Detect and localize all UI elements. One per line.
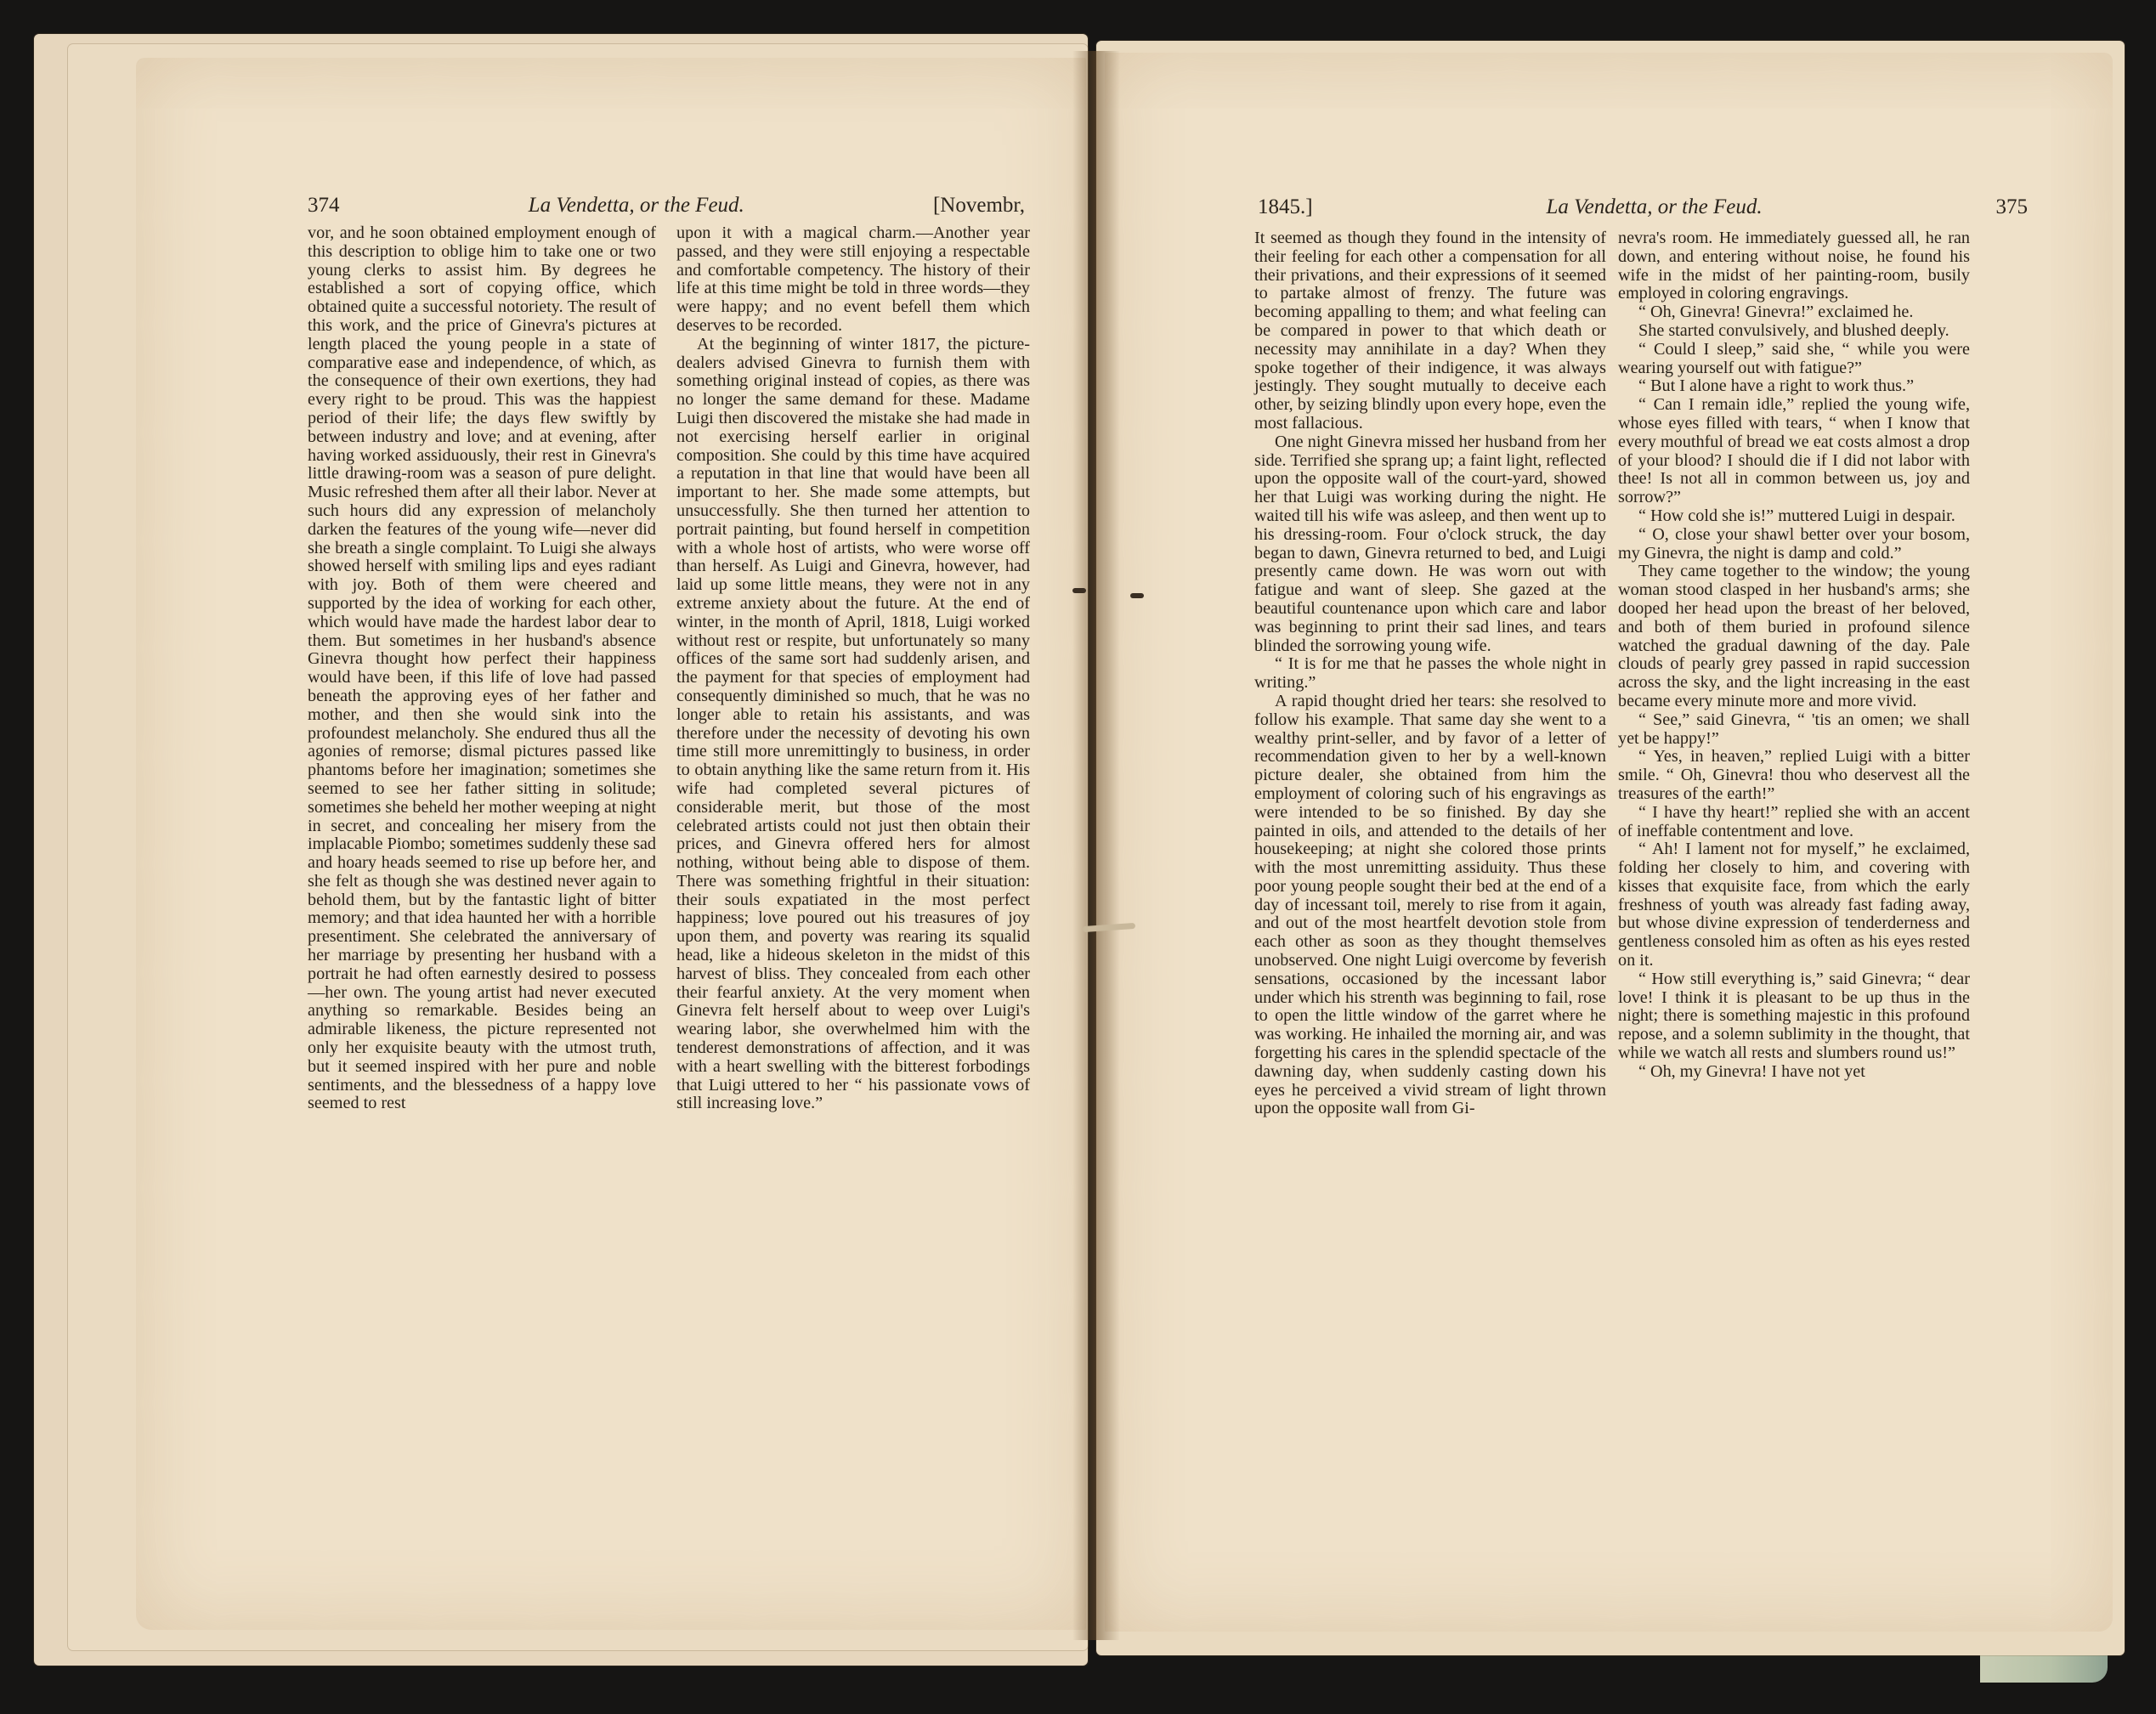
page-number: 375 <box>1995 195 2028 218</box>
paragraph: At the beginning of winter 1817, the picture-dealers advised Ginevra to furnish them with something original instead of copies, as there was no longer the same demand for these. Madame Luigi then discovered the mistake she had made in not exercising herself earlier in original composition. She could by this time have acquired a reputation in that line that would have been all important to her. She made some attempts, but unsuccessfully. She then turned her attention to portrait painting, but found herself in competition with a whole host of artists, who were worse off than herself. As Luigi and Ginevra, however, had laid up some little means, they were not in any extreme anxiety about the future. At the end of winter, in the month of April, 1818, Luigi worked without rest or respite, but unfortunately so many offices of the same sort had suddenly arisen, and the payment for that species of employment had consequently diminished so much, that he was no longer able to retain his assistants, and was therefore under the necessity of devoting his own time still more unremittingly to business, in order to obtain anything like the same return from it. His wife had completed several pictures of considerable merit, but those of the most celebrated artists could not just then obtain their prices, and Ginevra offered hers for almost nothing, without being able to dispose of them. There was something frightful in their situation: their souls expatiated in the most perfect happiness; love poured out his treasures of joy upon them, and poverty was rearing its squalid head, like a hideous skeleton in the midst of this harvest of bliss. They concealed from each other their fearful anxiety. At the very moment when Ginevra felt herself about to weep over Luigi's wearing labor, she overwhelmed him with the tenderest demonstrations of affection, and it was with a heart swelling with the bitterest forbodings that Luigi uttered to her “ his passionate vows of still increasing love.” <box>676 334 1030 1113</box>
paragraph: “ Oh, Ginevra! Ginevra!” exclaimed he. <box>1638 303 1914 322</box>
paragraph: A rapid thought dried her tears: she resolved to follow his example. That same day she went to a wealthy print-seller, and by favor of a letter of recommendation given to her by a well-known picture dealer, she obtained from him the employment of coloring such of his engravings as were intended to be so finished. By day she painted in oils, and attended to the details of her housekeeping; at night she colored those prints with the most unremitting assiduity. Thus these poor young people sought their bed at the end of a day of incessant toil, merely to rise from it again, and out of the most heartfelt devotion stole from each other as soon as they thought themselves unobserved. One night Luigi overcome by feverish sensations, occasioned by the incessant labor under which his strenth was beginning to fail, rose to open the little window of the garret where he was working. He inhailed the morning air, and was forgetting his cares in the splendid spectacle of the dawning day, when suddenly casting down his eyes he perceived a vivid stream of light thrown upon the opposite wall from Gi- <box>1254 691 1606 1118</box>
binding-stitch <box>1072 588 1086 593</box>
paragraph: “ How cold she is!” muttered Luigi in despair. <box>1638 506 1955 525</box>
right-column-2 <box>1618 229 1970 1082</box>
paragraph: “ But I alone have a right to work thus.” <box>1638 376 1915 396</box>
running-title: La Vendetta, or the Feud. <box>1546 195 1763 218</box>
month-label: [Novembr, <box>932 194 1025 217</box>
year-label: 1845.] <box>1258 195 1313 218</box>
right-column-1 <box>1254 229 1606 1118</box>
paragraph: upon it with a magical charm.—Another year passed, and they were still enjoying a respectable and comfortable competency. The history of their life at this time might be told in three words—they were happy; and no event befell them which deserves to be recorded. <box>676 223 1030 335</box>
left-column-1 <box>308 224 656 1113</box>
paragraph: One night Ginevra missed her husband from her side. Terrified she sprang up; a faint light, reflected upon the opposite wall of the court-yard, showed her that Luigi was working during the night. He waited till his wife was asleep, and then went up to his dressing-room. Four o'clock struck, the day began to dawn, Ginevra returned to bed, and Luigi presently came down. He was worn out with fatigue and want of sleep. She gazed at the beautiful countenance upon which care and labor was beginning to print their sad lines, and tears blinded the sorrowing young wife. <box>1254 432 1606 655</box>
paragraph: vor, and he soon obtained employment enough of this description to oblige him to take one or two young clerks to assist him. By degrees he established a sort of copying office, which obtained quite a successful notoriety. The result of this work, and the price of Ginevra's pictures at length placed the young people in a state of comparative ease and independence, of which, as the consequence of their own exertions, they had every right to be proud. This was the happiest period of their life; the days flew swiftly by between industry and love; and at evening, after having worked assiduously, their rest in Ginevra's little drawing-room was a season of pure delight. Music refreshed them after all their labor. Never at such hours did any expression of melancholy darken the features of the young wife—never did she breath a single complaint. To Luigi she always showed herself with smiling lips and eyes radiant with joy. Both of them were cheered and supported by the idea of working for each other, which would have made the hardest labor dear to them. But sometimes in her husband's absence Ginevra thought how perfect their happiness would have been, if this life of love had passed beneath the approving eyes of her father and mother, and then she would sink into the profoundest melancholy. She endured thus all the agonies of remorse; dismal pictures passed like phantoms before her imagination; sometimes she seemed to see her father sitting in solitude; sometimes she beheld her mother weeping at night in secret, and concealing her misery from the implacable Piombo; sometimes suddenly these sad and hoary heads seemed to rise up before her, and she felt as though she was destined never again to behold them, but by the fantastic light of bitter memory; and that idea haunted her with a horrible presentiment. She celebrated the anniversary of her marriage by presenting her husband with a portrait he had often earnestly desired to possess—her own. The young artist had never executed anything so remarkable. Besides being an admirable likeness, the picture represented not only her exquisite beauty with the utmost truth, but it seemed inspired with her pure and noble sentiments, and the blessedness of a happy love seemed to rest <box>308 223 656 1113</box>
paragraph: “ Oh, my Ginevra! I have not yet <box>1638 1061 1865 1081</box>
paragraph: “ Could I sleep,” said she, “ while you were wearing yourself out with fatigue?” <box>1618 339 1970 377</box>
paragraph: It seemed as though they found in the intensity of their feeling for each other a compensation for all their privations, and their expressions of it seemed to partake almost of frenzy. The future was becoming appalling to them; and what feeling can be compared in power to that which death or necessity may annihilate in a day? When they spoke together of their indigence, it was always jestingly. They sought mutually to deceive each other, by seizing blindly upon every hope, even the most fallacious. <box>1254 229 1606 433</box>
right-page-header <box>1258 195 2028 219</box>
left-page <box>136 58 1086 1630</box>
paragraph: “ See,” said Ginevra, “ 'tis an omen; we shall yet be happy!” <box>1618 710 1970 748</box>
paragraph: She started convulsively, and blushed deeply. <box>1638 320 1949 340</box>
paragraph: “ It is for me that he passes the whole night in writing.” <box>1254 654 1606 693</box>
paragraph: “ O, close your shawl better over your bosom, my Ginevra, the night is damp and cold.” <box>1618 524 1970 563</box>
binding-stitch <box>1130 593 1144 598</box>
paragraph: “ I have thy heart!” replied she with an accent of ineffable contentment and love. <box>1618 802 1970 840</box>
left-column-2 <box>676 224 1030 1113</box>
running-title: La Vendetta, or the Feud. <box>528 194 744 217</box>
paragraph: They came together to the window; the young woman stood clasped in her husband's arms; she dooped her head upon the breast of her beloved, and both of them buried in profound silence watched the gradual dawning of the day. Pale clouds of pearly grey passed in rapid succession across the sky, and the light increasing in the east became every minute more and more vivid. <box>1618 562 1970 710</box>
book-gutter <box>1072 51 1120 1640</box>
left-page-header <box>308 194 1025 218</box>
paragraph: “ Yes, in heaven,” replied Luigi with a bitter smile. “ Oh, Ginevra! thou who deservest all the treasures of the earth!” <box>1618 747 1970 803</box>
page-number: 374 <box>308 194 340 217</box>
paragraph: “ How still everything is,” said Ginevra; “ dear love! I think it is pleasant to be up thus in the night; there is something majestic in this profound repose, and a solemn sublimity in the thought, that while we watch all rests and slumbers round us!” <box>1618 969 1970 1063</box>
paragraph: “ Can I remain idle,” replied the young wife, whose eyes filled with tears, “ when I know that every mouthful of bread we eat costs almost a drop of your blood? I should die if I did not labor with thee! Is not all in common between us, joy and sorrow?” <box>1618 395 1970 507</box>
paragraph: “ Ah! I lament not for myself,” he exclaimed, folding her closely to him, and covering with kisses that exquisite face, from which the early freshness of youth was already fast fading away, but whose divine expression of tenderderness and gentleness consoled him as often as his eyes rested on it. <box>1618 840 1970 970</box>
paragraph: nevra's room. He immediately guessed all, he ran down, and entering without noise, he found his wife in the midst of her painting-room, busily employed in coloring engravings. <box>1618 229 1970 303</box>
right-page <box>1105 53 2113 1632</box>
